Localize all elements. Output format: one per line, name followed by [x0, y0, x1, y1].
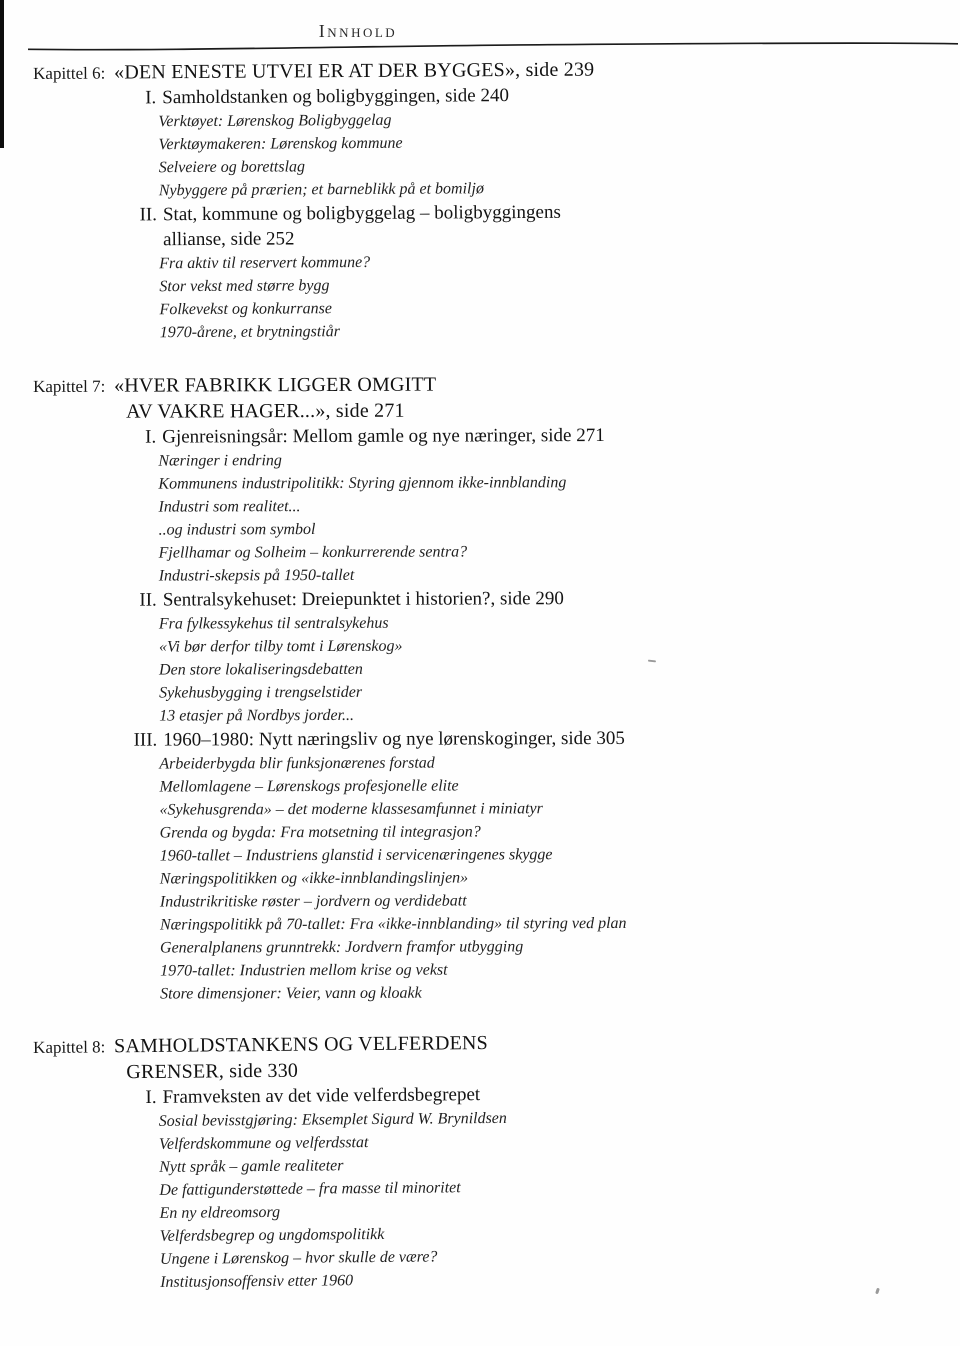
toc-subitem: Grenda og bygda: Fra motsetning til integrasjon?	[159, 823, 481, 842]
chapter-7	[33, 370, 935, 1006]
toc-subitem: Verktøyet: Lørenskog Boligbyggelag	[158, 111, 392, 131]
subitem-list	[158, 447, 933, 588]
section-7-3	[34, 725, 935, 1006]
section-title-line: Framveksten av det vide velferdsbegrepet	[162, 1084, 481, 1108]
section-8-1	[33, 1078, 935, 1295]
section-title	[162, 83, 509, 110]
toc-subitem: 13 etasjer på Nordbys jorder...	[159, 706, 355, 725]
toc-subitem: Næringer i endring	[158, 452, 282, 470]
toc-subitem: Sosial bevisstgjøring: Eksemplet Sigurd W. Brynildsen	[158, 1109, 507, 1130]
toc-subitem: Industrikritiske røster – jordvern og verdidebatt	[159, 892, 467, 911]
section-6-2	[34, 197, 935, 344]
chapter-7-heading	[33, 370, 933, 425]
section-6-1	[33, 81, 934, 203]
toc-subitem: Institusjonsoffensiv etter 1960	[160, 1272, 354, 1291]
section-heading	[34, 197, 934, 252]
toc-subitem: Fra fylkessykehus til sentralsykehus	[158, 614, 389, 633]
section-title-line: Samholdstanken og boligbyggingen, side 240	[162, 85, 510, 109]
section-title	[162, 1082, 480, 1110]
toc-subitem: 1970-årene, et brytningstiår	[159, 323, 340, 342]
chapter-8	[33, 1026, 935, 1295]
section-numeral: I.	[145, 87, 157, 109]
section-title	[162, 423, 605, 450]
toc-subitem: Fra aktiv til reservert kommune?	[159, 253, 371, 273]
toc-subitem: Nybyggere på prærien; et barneblikk på et bomiljø	[158, 180, 484, 200]
toc-subitem: Stor vekst med større bygg	[159, 277, 330, 296]
section-title	[163, 200, 561, 252]
toc-subitem: Mellomlagene – Lørenskogs profesjonelle elite	[159, 777, 459, 796]
header-rule	[28, 39, 958, 53]
chapter-8-heading	[33, 1026, 933, 1086]
section-title-line: Gjenreisningsår: Mellom gamle og nye næringer, side 271	[162, 425, 605, 448]
chapter-title-line: «HVER FABRIKK LIGGER OMGITT	[114, 373, 437, 397]
subitem-list	[158, 106, 934, 203]
toc-subitem: 1970-tallet: Industrien mellom krise og vekst	[160, 961, 448, 980]
chapter-title-line: AV VAKRE HAGER...», side 271	[126, 399, 405, 423]
toc-subitem: Nytt språk – gamle realiteter	[159, 1157, 344, 1176]
toc-subitem: Sykehusbygging i trengselstider	[159, 683, 363, 702]
toc-subitem: Kommunens industripolitikk: Styring gjennom ikke-innblanding	[158, 474, 567, 493]
toc-subitem: Arbeiderbygda blir funksjonærenes forstad	[159, 754, 435, 773]
section-numeral: I.	[145, 426, 157, 448]
section-numeral: II.	[139, 204, 158, 226]
toc-subitem: Velferdskommune og velferdsstat	[158, 1134, 369, 1153]
toc-subitem: De fattigunderstøttede – fra masse til minoritet	[159, 1179, 461, 1199]
toc-subitem: Den store lokaliseringsdebatten	[159, 660, 363, 679]
section-title-line: Stat, kommune og boligbyggelag – boligbyggingens	[162, 201, 561, 226]
chapter-label: Kapittel 6:	[33, 63, 106, 83]
section-heading	[34, 725, 934, 753]
section-7-2	[34, 585, 934, 728]
toc-subitem: Industri som realitet...	[158, 498, 301, 516]
section-title-line: allianse, side 252	[163, 228, 295, 251]
subitem-list	[159, 750, 935, 1006]
chapter-title-line: GRENSER, side 330	[126, 1059, 299, 1084]
chapter-title	[114, 372, 436, 425]
toc-subitem: 1960-tallet – Industriens glanstid i servicenæringenes skygge	[159, 846, 553, 865]
toc-subitem: «Sykehusgrenda» – det moderne klassesamfunnet i miniatyr	[159, 800, 543, 819]
toc-subitem: Næringspolitikken og «ikke-innblandingslinjen»	[159, 869, 469, 888]
subitem-list	[159, 247, 935, 344]
section-numeral: I.	[145, 1086, 157, 1109]
toc-content	[33, 60, 933, 1323]
toc-subitem: «Vi bør derfor tilby tomt i Lørenskog»	[158, 637, 403, 656]
section-heading	[33, 422, 933, 450]
toc-subitem: Store dimensjoner: Veier, vann og kloakk	[160, 984, 422, 1003]
toc-subitem: Næringspolitikk på 70-tallet: Fra «ikke-innblanding» til styring ved plan	[159, 914, 627, 934]
section-numeral: II.	[139, 589, 157, 611]
toc-subitem: ..og industri som symbol	[158, 521, 316, 539]
toc-subitem: Verktøymakeren: Lørenskog kommune	[158, 134, 403, 154]
section-title	[163, 586, 564, 612]
chapter-title	[114, 57, 594, 86]
section-heading	[34, 585, 934, 613]
section-title	[163, 726, 625, 753]
toc-subitem: En ny eldreomsorg	[159, 1203, 281, 1222]
subitem-list	[159, 1103, 936, 1294]
toc-subitem: Velferdsbegrep og ungdomspolitikk	[159, 1225, 385, 1245]
chapter-label: Kapittel 7:	[33, 376, 106, 396]
page-header-title: Innhold	[318, 21, 398, 41]
chapter-title	[114, 1030, 488, 1085]
subitem-list	[159, 610, 934, 728]
chapter-label: Kapittel 8:	[33, 1037, 106, 1057]
section-numeral: III.	[133, 729, 158, 751]
toc-subitem: Fjellhamar og Solheim – konkurrerende sentra?	[158, 543, 468, 562]
toc-subitem: Industri-skepsis på 1950-tallet	[158, 566, 355, 585]
chapter-6	[33, 55, 935, 345]
chapter-title-line: SAMHOLDSTANKENS OG VELFERDENS	[114, 1032, 489, 1058]
section-title-line: Sentralsykehuset: Dreiepunktet i historien?, side 290	[162, 588, 564, 611]
toc-subitem: Ungene i Lørenskog – hvor skulle de være?	[159, 1248, 438, 1268]
toc-subitem: Selveiere og borettslag	[158, 158, 306, 177]
section-title-line: 1960–1980: Nytt næringsliv og nye lørenskoginger, side 305	[163, 727, 625, 751]
toc-subitem: Folkevekst og konkurranse	[159, 300, 332, 319]
toc-subitem: Generalplanens grunntrekk: Jordvern framfor utbygging	[159, 938, 524, 957]
chapter-title-line: «DEN ENESTE UTVEI ER AT DER BYGGES», side 239	[114, 58, 595, 84]
section-7-1	[33, 422, 934, 588]
